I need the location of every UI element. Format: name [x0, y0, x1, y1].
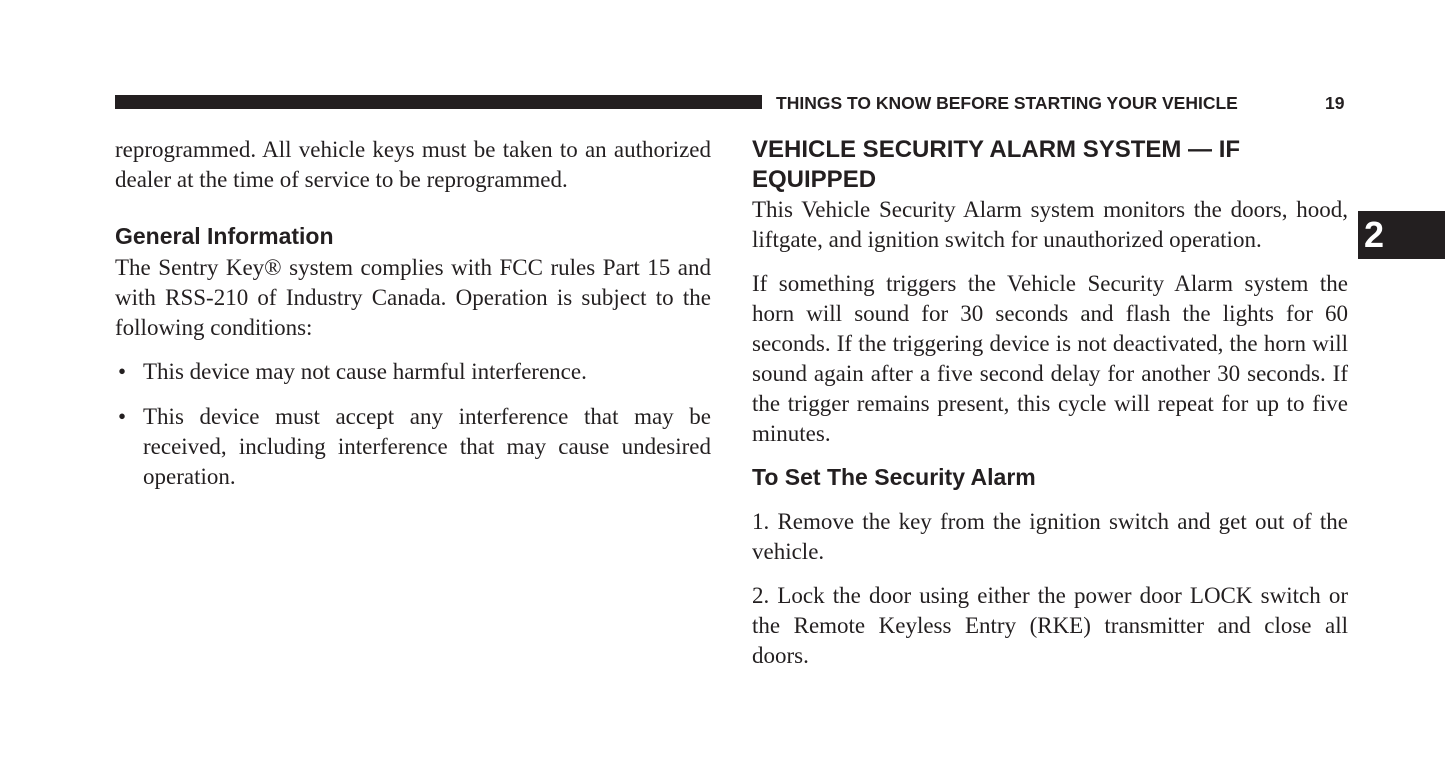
- list-item-text: This device may not cause harmful interference.: [143, 359, 587, 384]
- left-column: [115, 135, 711, 507]
- set-alarm-heading: To Set The Security Alarm: [752, 464, 1036, 490]
- general-information-heading: General Information: [115, 223, 334, 249]
- list-item-text: This device must accept any interference that may be received, including interference that may cause undesired operation.: [143, 404, 711, 489]
- bullet-icon: •: [118, 404, 127, 429]
- page-number: 19: [1325, 93, 1345, 113]
- list-item: [115, 357, 711, 387]
- alarm-trigger-paragraph: If something triggers the Vehicle Security Alarm system the horn will sound for 30 seconds and flash the lights for 60 seconds. If the triggering device is not deactivated, the horn will sound again after a five second delay for another 30 seconds. If the trigger remains present, this cycle will repeat for up to five minutes.: [752, 271, 1348, 446]
- alarm-description-paragraph: This Vehicle Security Alarm system monitors the doors, hood, liftgate, and ignition switch for unauthorized operation.: [752, 197, 1348, 252]
- fcc-paragraph: The Sentry Key® system complies with FCC rules Part 15 and with RSS-210 of Industry Canada. Operation is subject to the following conditions:: [115, 255, 711, 340]
- header-rule: [115, 95, 762, 109]
- chapter-number: 2: [1364, 214, 1385, 255]
- list-item: [115, 402, 711, 492]
- conditions-list: [115, 357, 711, 492]
- section-title: VEHICLE SECURITY ALARM SYSTEM — IF EQUIPPED: [752, 136, 1241, 193]
- running-header-title: THINGS TO KNOW BEFORE STARTING YOUR VEHICLE: [776, 93, 1238, 113]
- step-2: 2. Lock the door using either the power door LOCK switch or the Remote Keyless Entry (RKE) transmitter and close all doors.: [752, 583, 1348, 668]
- chapter-tab: [1358, 211, 1445, 259]
- step-1: 1. Remove the key from the ignition switch and get out of the vehicle.: [752, 509, 1348, 564]
- right-column: [752, 135, 1348, 685]
- intro-paragraph: reprogrammed. All vehicle keys must be taken to an authorized dealer at the time of service to be reprogrammed.: [115, 137, 711, 192]
- bullet-icon: •: [118, 359, 127, 384]
